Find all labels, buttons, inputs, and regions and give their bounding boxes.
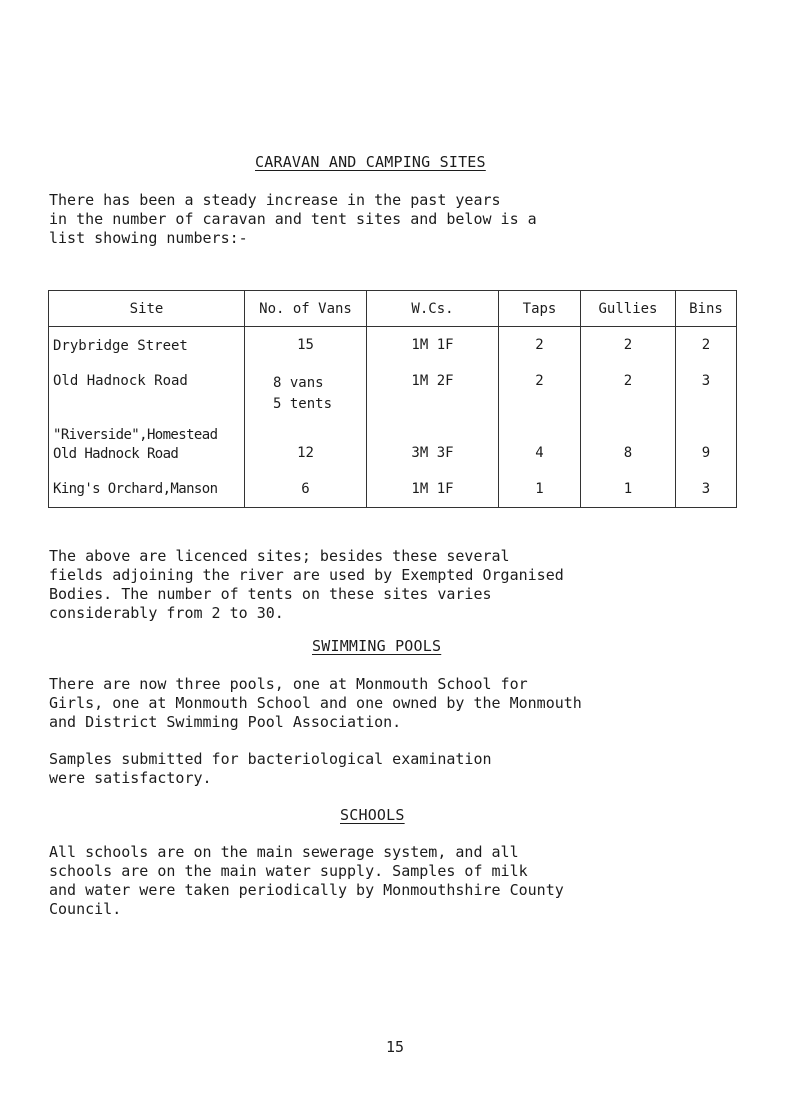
cell-gullies: 2 <box>581 327 676 365</box>
header-bins: Bins <box>676 291 737 327</box>
header-gullies: Gullies <box>581 291 676 327</box>
table-row <box>49 420 737 472</box>
site-name: Drybridge Street <box>53 338 188 354</box>
cell-wcs: 3M 3F <box>367 420 499 472</box>
cell-bins: 3 <box>676 472 737 508</box>
schools-paragraph: All schools are on the main sewerage system, and all schools are on the main water supply. Samples of milk and water were taken periodically by Monmouthshire County Council. <box>49 843 564 918</box>
header-site: Site <box>49 291 245 327</box>
cell-bins: 2 <box>676 327 737 365</box>
header-vans: No. of Vans <box>245 291 367 327</box>
swimming-heading: SWIMMING POOLS <box>312 637 442 655</box>
caravan-sites-table-wrapper <box>48 290 736 508</box>
cell-site: King's Orchard,Manson <box>49 472 245 508</box>
cell-wcs: 1M 2F <box>367 365 499 420</box>
cell-vans: 15 <box>245 327 367 365</box>
cell-vans: 12 <box>245 420 367 472</box>
header-wcs: W.Cs. <box>367 291 499 327</box>
cell-taps: 1 <box>499 472 581 508</box>
caravan-intro-paragraph: There has been a steady increase in the past years in the number of caravan and tent sites and below is a list showing numbers:- <box>49 191 537 247</box>
swimming-samples-paragraph: Samples submitted for bacteriological examination were satisfactory. <box>49 750 492 787</box>
schools-heading: SCHOOLS <box>340 806 405 824</box>
table-row <box>49 327 737 365</box>
cell-gullies: 2 <box>581 365 676 420</box>
caravan-licence-paragraph: The above are licenced sites; besides these several fields adjoining the river are used by Exempted Organised Bodies. The number of tents on these sites varies considerably from 2 to 30. <box>49 547 564 622</box>
cell-wcs: 1M 1F <box>367 327 499 365</box>
cell-wcs: 1M 1F <box>367 472 499 508</box>
cell-vans: 8 vans 5 tents <box>245 365 367 420</box>
table-header-row <box>49 291 737 327</box>
cell-bins: 9 <box>676 420 737 472</box>
page-number: 15 <box>386 1038 405 1056</box>
cell-bins: 3 <box>676 365 737 420</box>
cell-gullies: 8 <box>581 420 676 472</box>
table-row <box>49 365 737 420</box>
table-row <box>49 472 737 508</box>
caravan-sites-table <box>48 290 737 508</box>
cell-site: Old Hadnock Road <box>49 365 245 420</box>
cell-taps: 2 <box>499 365 581 420</box>
cell-site: "Riverside",Homestead Old Hadnock Road <box>49 420 245 472</box>
swimming-pools-paragraph: There are now three pools, one at Monmouth School for Girls, one at Monmouth School and one owned by the Monmouth and District Swimming Pool Association. <box>49 675 582 731</box>
header-taps: Taps <box>499 291 581 327</box>
cell-gullies: 1 <box>581 472 676 508</box>
cell-site <box>49 327 245 365</box>
cell-vans: 6 <box>245 472 367 508</box>
cell-taps: 2 <box>499 327 581 365</box>
cell-taps: 4 <box>499 420 581 472</box>
caravan-heading: CARAVAN AND CAMPING SITES <box>255 153 486 171</box>
